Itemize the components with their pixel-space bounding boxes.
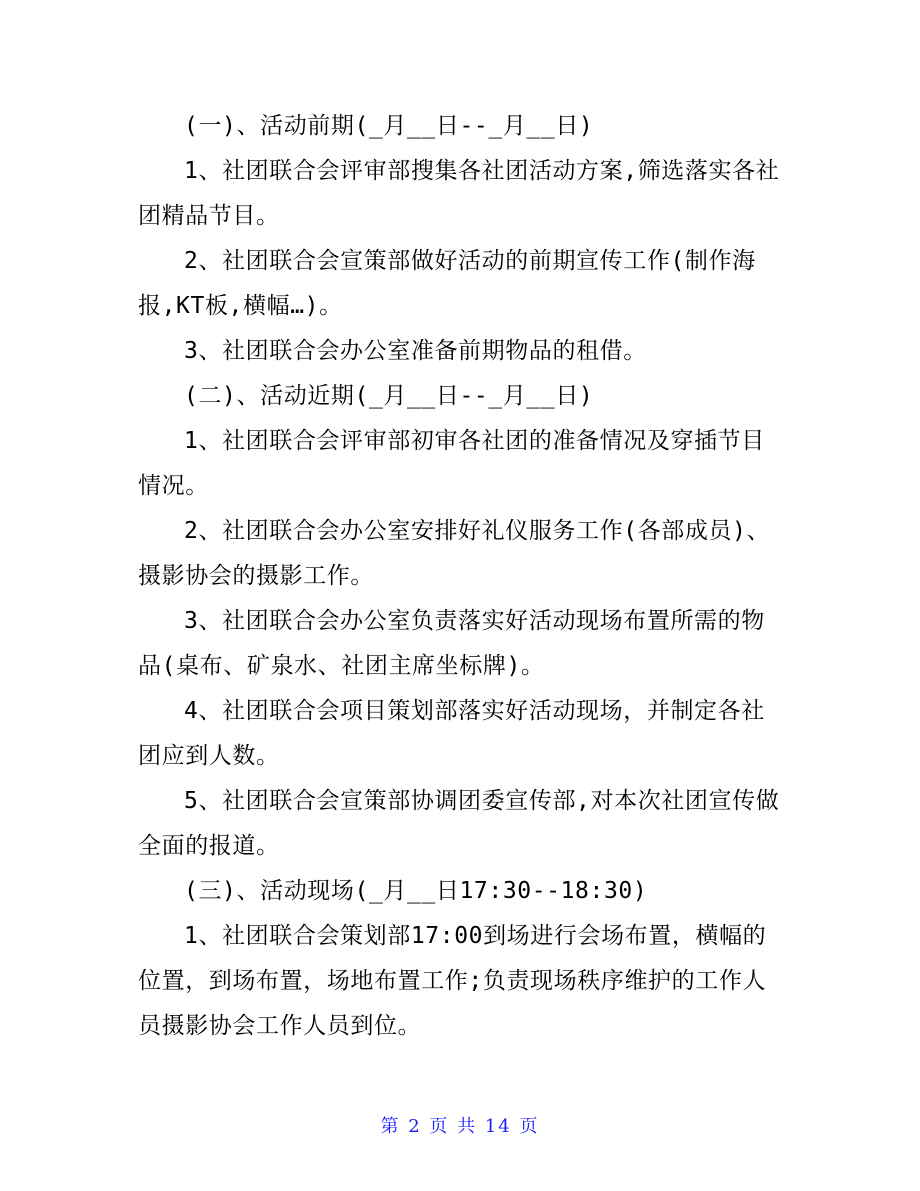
paragraph: 1、社团联合会评审部初审各社团的准备情况及穿插节目情况。 <box>138 428 765 499</box>
paragraph: 3、社团联合会办公室负责落实好活动现场布置所需的物品(桌布、矿泉水、社团主席坐标牌)。 <box>138 608 765 679</box>
document-body <box>138 104 788 1049</box>
paragraph: 1、社团联合会评审部搜集各社团活动方案,筛选落实各社团精品节目。 <box>138 158 780 229</box>
paragraph: 2、社团联合会宣策部做好活动的前期宣传工作(制作海报,KT板,横幅…)。 <box>138 248 756 319</box>
paragraph: 1、社团联合会策划部17:00到场进行会场布置，横幅的位置，到场布置，场地布置工作;负责现场秩序维护的工作人员摄影协会工作人员到位。 <box>138 923 767 1039</box>
paragraph: 5、社团联合会宣策部协调团委宣传部,对本次社团宣传做全面的报道。 <box>138 788 780 859</box>
paragraph: 2、社团联合会办公室安排好礼仪服务工作(各部成员)、摄影协会的摄影工作。 <box>138 518 771 589</box>
section-heading-3: (三)、活动现场(_月__日17:30--18:30) <box>184 878 648 904</box>
section-heading-2: (二)、活动近期(_月__日--_月__日) <box>184 383 594 409</box>
paragraph: 4、社团联合会项目策划部落实好活动现场，并制定各社团应到人数。 <box>138 698 765 769</box>
paragraph: 3、社团联合会办公室准备前期物品的租借。 <box>184 338 647 364</box>
page-number-footer: 第 2 页 共 14 页 <box>380 1116 540 1137</box>
section-heading-1: (一)、活动前期(_月__日--_月__日) <box>184 113 594 139</box>
